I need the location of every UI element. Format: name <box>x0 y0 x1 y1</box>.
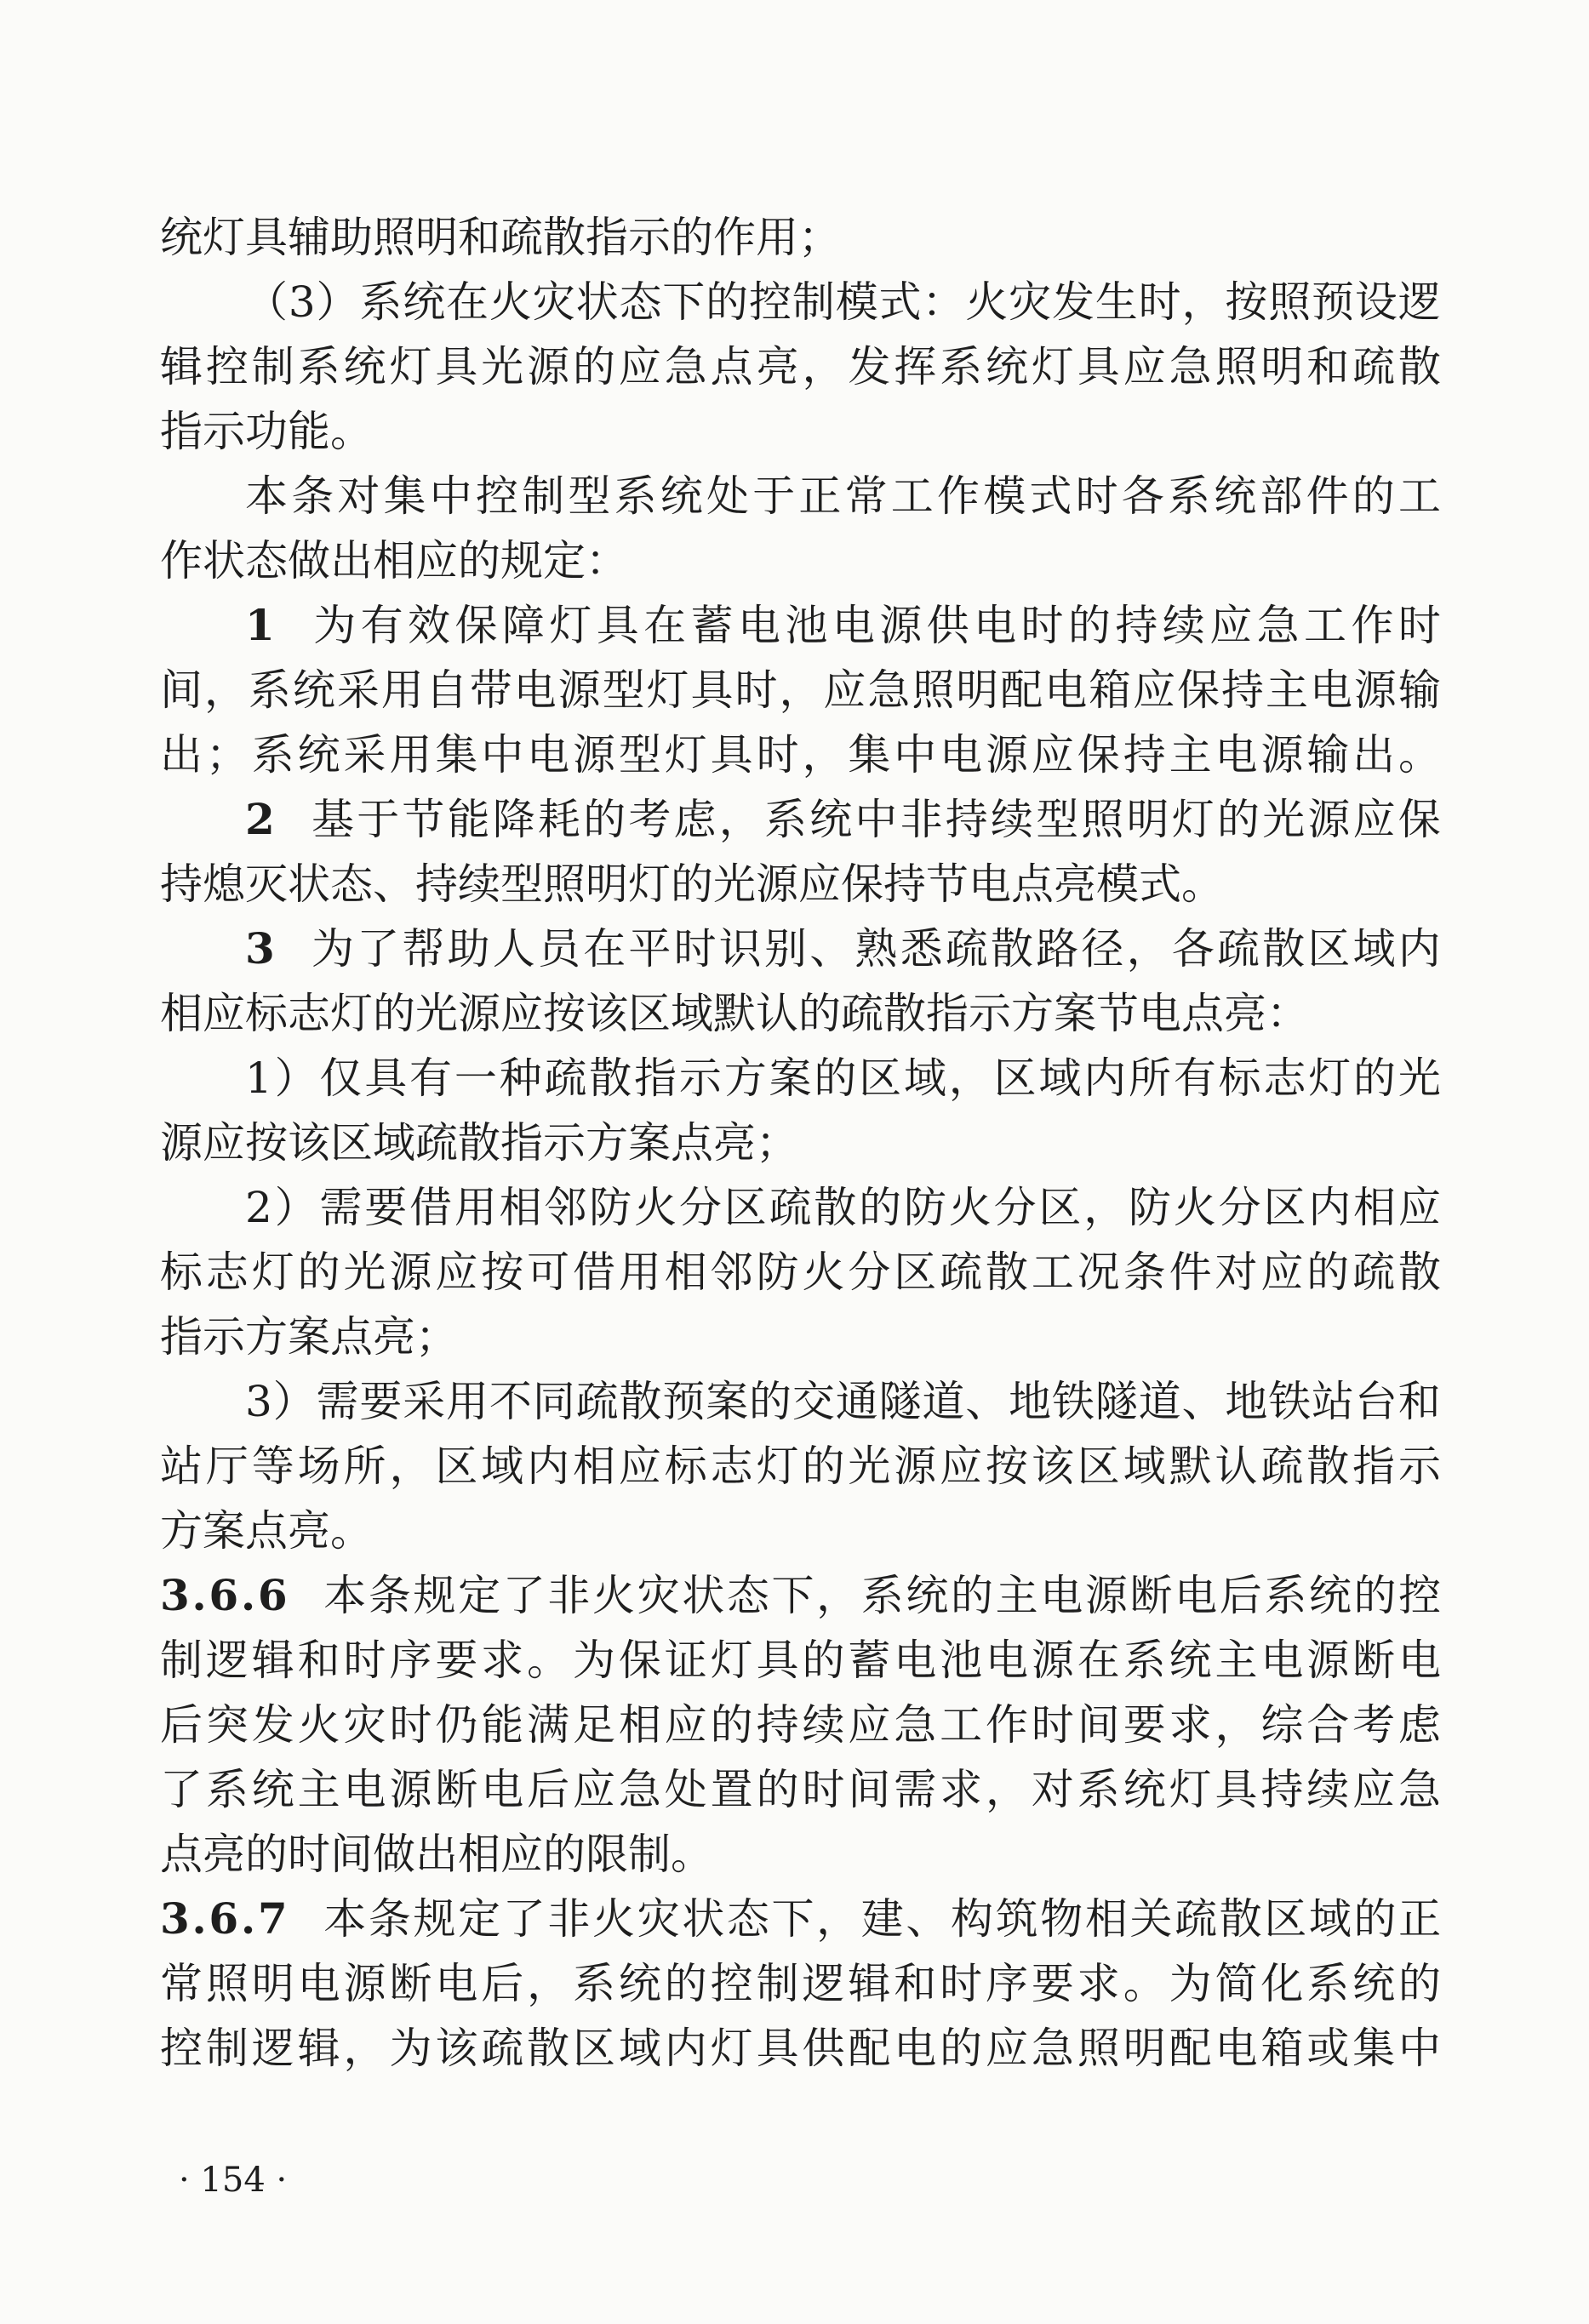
line-text: 了系统主电源断电后应急处置的时间需求，对系统灯具持续应急 <box>160 1765 1444 1814</box>
text-line <box>160 1821 713 1887</box>
line-text: 指示功能。 <box>160 407 373 456</box>
text-line <box>160 1433 1444 1499</box>
text-line <box>160 398 373 465</box>
line-text: （3）系统在火灾状态下的控制模式：火灾发生时，按照预设逻 <box>245 277 1442 327</box>
clause-number: 3.6.6 <box>160 1570 290 1620</box>
clause-number: 2 <box>245 794 277 844</box>
line-text: 站厅等场所，区域内相应标志灯的光源应按该区域默认疏散指示 <box>160 1442 1444 1491</box>
line-text: 辑控制系统灯具光源的应急点亮，发挥系统灯具应急照明和疏散 <box>160 342 1444 391</box>
text-line <box>160 657 1443 723</box>
text-line <box>160 528 628 594</box>
line-text: 为了帮助人员在平时识别、熟悉疏散路径，各疏散区域内 <box>312 924 1443 974</box>
text-line <box>245 1174 1443 1241</box>
text-line <box>245 592 1445 659</box>
clause-number: 1 <box>245 600 280 650</box>
text-line <box>245 1368 1442 1435</box>
text-line <box>160 1498 373 1564</box>
text-line <box>160 1756 1444 1823</box>
line-text: 统灯具辅助照明和疏散指示的作用； <box>160 213 841 262</box>
line-text: 指示方案点亮； <box>160 1312 458 1362</box>
clause-number: 3 <box>245 923 277 974</box>
line-text: 常照明电源断电后，系统的控制逻辑和时序要求。为简化系统的 <box>160 1959 1444 2008</box>
text-line <box>160 980 1309 1047</box>
line-text: 方案点亮。 <box>160 1506 373 1556</box>
line-text: 源应按该区域疏散指示方案点亮； <box>160 1118 798 1168</box>
line-text: 基于节能降耗的考虑，系统中非持续型照明灯的光源应保 <box>312 795 1443 844</box>
text-line <box>160 1239 1444 1305</box>
line-text: 作状态做出相应的规定： <box>160 536 628 585</box>
text-line <box>160 1627 1444 1693</box>
text-line <box>160 204 841 271</box>
text-line <box>160 851 1224 917</box>
text-line <box>160 1562 1443 1629</box>
line-text: 相应标志灯的光源应按该区域默认的疏散指示方案节电点亮： <box>160 989 1309 1038</box>
text-line <box>160 1110 798 1176</box>
text-line <box>160 2015 1444 2081</box>
line-text: 本条规定了非火灾状态下，建、构筑物相关疏散区域的正 <box>323 1894 1443 1944</box>
line-text: 2）需要借用相邻防火分区疏散的防火分区，防火分区内相应 <box>245 1183 1443 1232</box>
text-line <box>160 1950 1444 2017</box>
text-line <box>160 334 1444 400</box>
clause-number: 3.6.7 <box>160 1893 290 1944</box>
line-text: 制逻辑和时序要求。为保证灯具的蓄电池电源在系统主电源断电 <box>160 1636 1444 1685</box>
line-text: 出；系统采用集中电源型灯具时，集中电源应保持主电源输出。 <box>160 730 1444 779</box>
line-text: 间，系统采用自带电源型灯具时，应急照明配电箱应保持主电源输 <box>160 665 1443 715</box>
text-line <box>160 1886 1443 1952</box>
line-text: 本条对集中控制型系统处于正常工作模式时各系统部件的工 <box>245 471 1445 521</box>
text-line <box>160 1692 1444 1758</box>
line-text: 持熄灭状态、持续型照明灯的光源应保持节电点亮模式。 <box>160 859 1224 909</box>
text-line <box>245 463 1444 529</box>
text-line <box>245 269 1442 335</box>
line-text: 本条规定了非火灾状态下，系统的主电源断电后系统的控 <box>323 1571 1443 1620</box>
line-text: 控制逻辑，为该疏散区域内灯具供配电的应急照明配电箱或集中 <box>160 2024 1444 2073</box>
line-text: 点亮的时间做出相应的限制。 <box>160 1830 713 1879</box>
text-line <box>245 786 1443 853</box>
line-text: 3）需要采用不同疏散预案的交通隧道、地铁隧道、地铁站台和 <box>245 1377 1442 1426</box>
text-line <box>160 1304 458 1370</box>
line-text: 标志灯的光源应按可借用相邻防火分区疏散工况条件对应的疏散 <box>160 1248 1444 1297</box>
line-text: 1）仅具有一种疏散指示方案的区域，区域内所有标志灯的光 <box>245 1054 1443 1103</box>
line-text: 为有效保障灯具在蓄电池电源供电时的持续应急工作时 <box>313 601 1446 650</box>
text-line <box>245 1045 1443 1111</box>
text-line <box>160 722 1444 788</box>
text-line <box>245 916 1443 982</box>
page-number: · 154 · <box>179 2161 288 2200</box>
line-text: 后突发火灾时仍能满足相应的持续应急工作时间要求，综合考虑 <box>160 1700 1444 1750</box>
